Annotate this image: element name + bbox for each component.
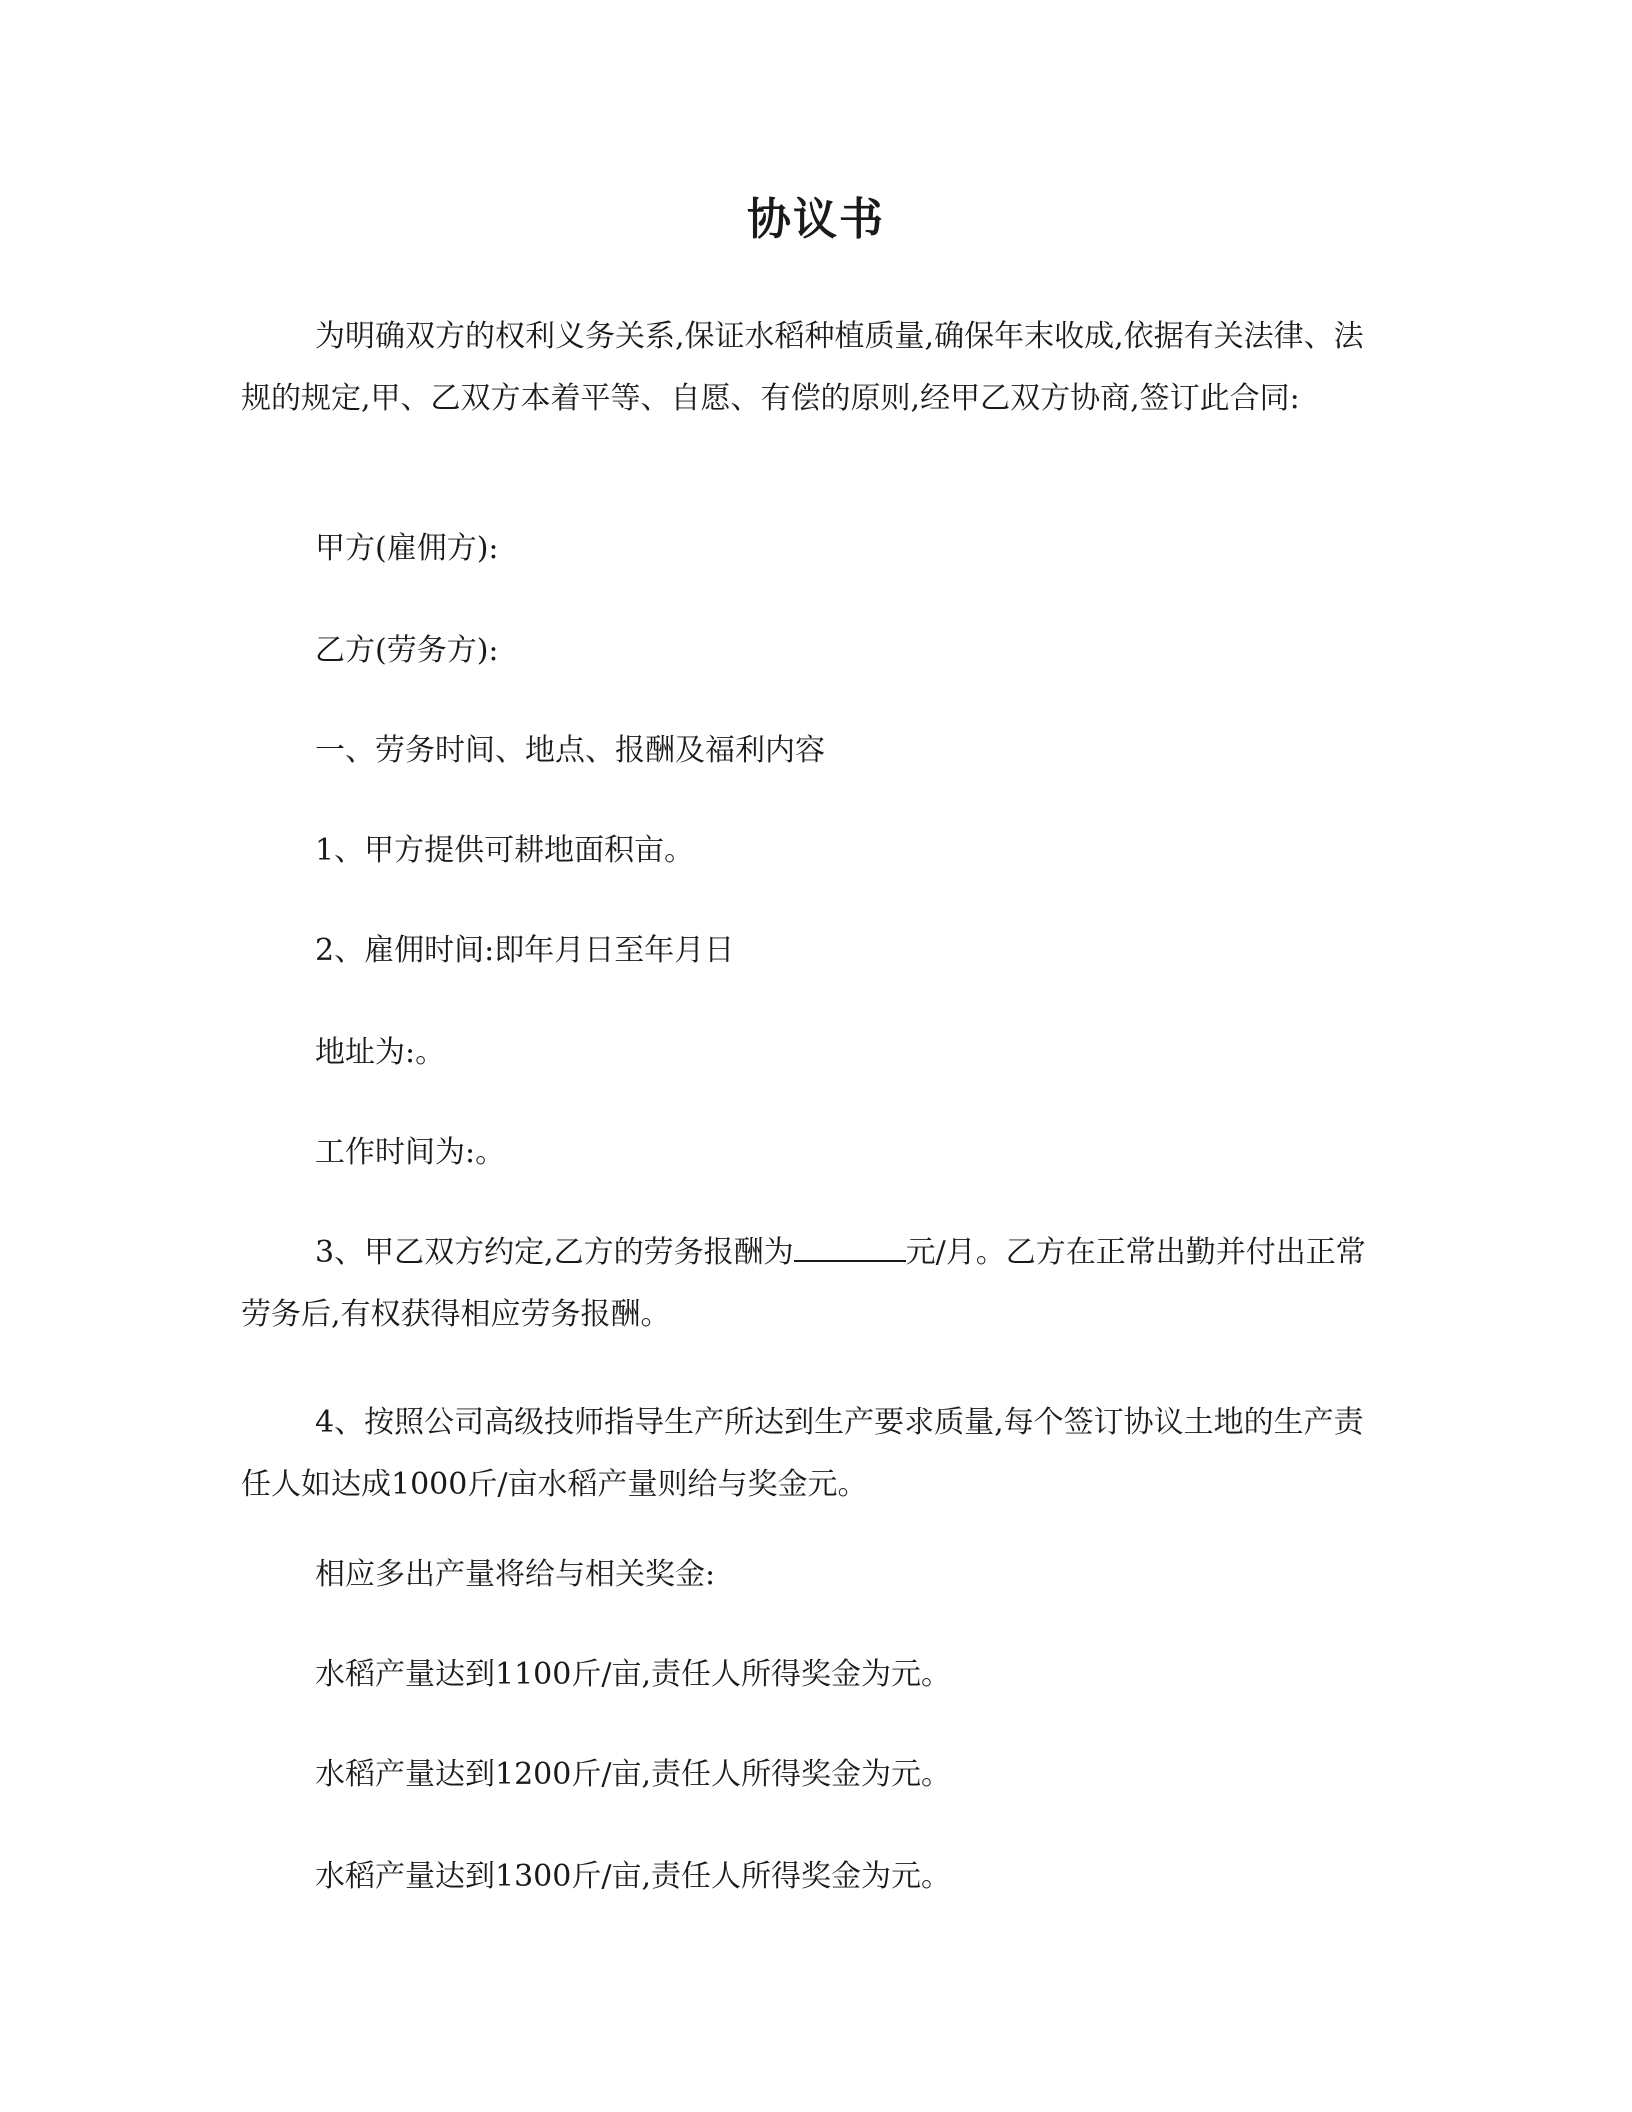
bonus-1200-line [241, 1744, 1369, 1806]
address-line [241, 1022, 1369, 1084]
bonus-intro-text: 相应多出产量将给与相关奖金: [315, 1557, 716, 1592]
salary-blank-line [794, 1232, 906, 1262]
bonus-1100-text: 水稻产量达到1100斤/亩,责任人所得奖金为元。 [315, 1657, 951, 1692]
bonus-1100-line [241, 1644, 1369, 1706]
bonus-1300-text: 水稻产量达到1300斤/亩,责任人所得奖金为元。 [315, 1859, 951, 1894]
item-3 [241, 1222, 1369, 1346]
item-2 [241, 920, 1369, 982]
document-title: 协议书 [747, 194, 885, 245]
work-hours-text: 工作时间为:。 [315, 1135, 506, 1170]
item-3-text [241, 1222, 1369, 1346]
address-text: 地址为:。 [315, 1035, 446, 1070]
section-1-heading [241, 720, 1369, 782]
item-1 [241, 820, 1369, 882]
party-b-label: 乙方(劳务方): [315, 633, 499, 668]
intro-paragraph [241, 306, 1369, 430]
party-a-label: 甲方(雇佣方): [315, 531, 499, 566]
item-4 [241, 1392, 1369, 1516]
work-hours-line [241, 1122, 1369, 1184]
item-3-after-blank: 元/月。乙方在正常出勤并付出正常劳务后,有权获得相应劳务报酬。 [241, 1235, 1366, 1332]
bonus-1300-line [241, 1846, 1369, 1908]
bonus-intro-line [241, 1544, 1369, 1606]
intro-text: 为明确双方的权利义务关系,保证水稻种植质量,确保年末收成,依据有关法律、法规的规定,甲、乙双方本着平等、自愿、有偿的原则,经甲乙双方协商,签订此合同: [241, 319, 1364, 416]
item-3-before-blank: 3、甲乙双方约定,乙方的劳务报酬为 [315, 1235, 794, 1270]
section-1-heading-text: 一、劳务时间、地点、报酬及福利内容 [315, 733, 825, 768]
item-1-text: 1、甲方提供可耕地面积亩。 [315, 833, 695, 868]
party-a-line [241, 518, 1369, 580]
item-2-text: 2、雇佣时间:即年月日至年月日 [315, 933, 735, 968]
party-b-line [241, 620, 1369, 682]
item-4-text: 4、按照公司高级技师指导生产所达到生产要求质量,每个签订协议土地的生产责任人如达成1000斤/亩水稻产量则给与奖金元。 [241, 1405, 1364, 1502]
bonus-1200-text: 水稻产量达到1200斤/亩,责任人所得奖金为元。 [315, 1757, 951, 1792]
